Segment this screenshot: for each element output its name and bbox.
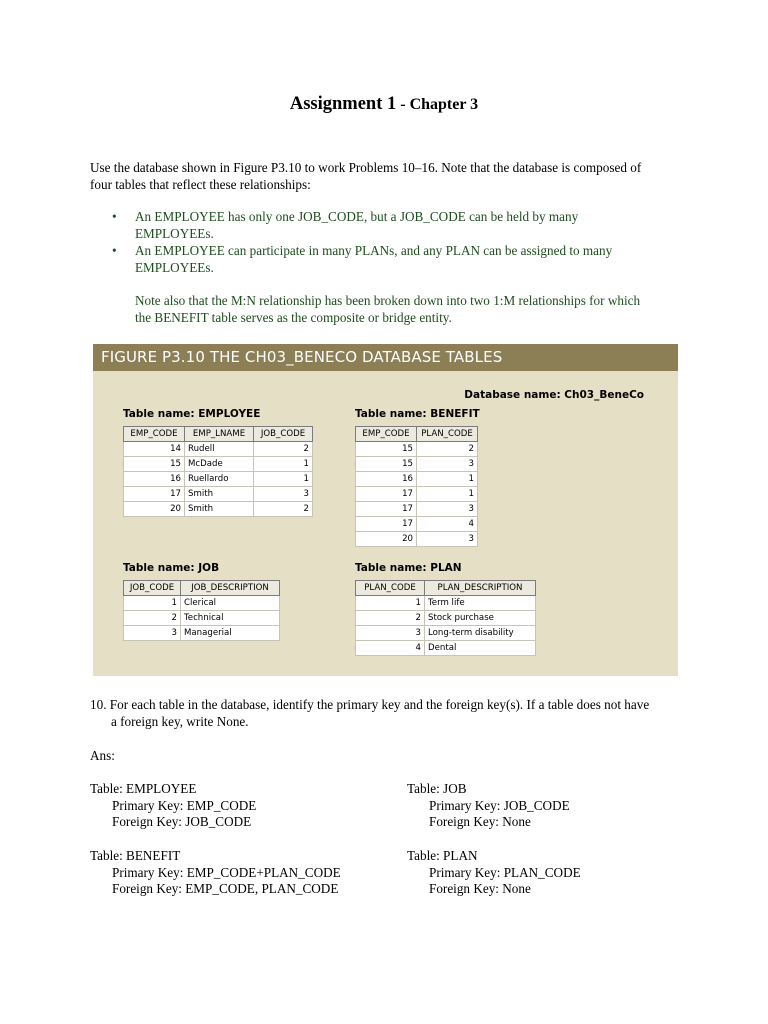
table-cell: 2 <box>124 611 181 626</box>
table-cell: 4 <box>356 641 425 656</box>
employee-table-label: Table name: EMPLOYEE <box>123 408 261 420</box>
table-row <box>356 472 478 487</box>
table-cell: 20 <box>356 532 417 547</box>
intro-line: Use the database shown in Figure P3.10 to work Problems 10–16. Note that the database is composed of <box>90 160 642 175</box>
question-line: 10. For each table in the database, identify the primary key and the foreign key(s). If a table does not have <box>90 697 650 712</box>
table-cell: Rudell <box>185 442 254 457</box>
table-cell: 1 <box>124 596 181 611</box>
question-line: a foreign key, write None. <box>111 713 249 729</box>
table-cell: 17 <box>124 487 185 502</box>
table-cell: 17 <box>356 502 417 517</box>
column-header: EMP_CODE <box>356 427 417 442</box>
table-cell: 1 <box>254 472 313 487</box>
key-block-benefit <box>90 848 341 898</box>
table-cell: Ruellardo <box>185 472 254 487</box>
foreign-key: Foreign Key: None <box>429 881 531 897</box>
table-cell: Clerical <box>181 596 280 611</box>
title-dash: - <box>396 96 410 113</box>
table-cell: 1 <box>254 457 313 472</box>
table-cell: 15 <box>124 457 185 472</box>
table-row <box>124 487 313 502</box>
column-header: PLAN_DESCRIPTION <box>425 581 536 596</box>
bullet-icon: • <box>112 209 117 224</box>
question-10 <box>90 697 690 730</box>
column-header: JOB_CODE <box>254 427 313 442</box>
table-cell: 15 <box>356 442 417 457</box>
key-table-name: Table: EMPLOYEE <box>90 781 197 796</box>
table-cell: 17 <box>356 487 417 502</box>
list-item-line: EMPLOYEEs. <box>135 225 214 241</box>
table-row <box>124 472 313 487</box>
table-row <box>356 487 478 502</box>
job-table <box>123 580 280 641</box>
table-cell: 2 <box>254 502 313 517</box>
table-row <box>124 457 313 472</box>
key-table-name: Table: JOB <box>407 781 467 796</box>
table-row <box>356 626 536 641</box>
note-line: the BENEFIT table serves as the composite or bridge entity. <box>135 309 452 325</box>
key-block-employee <box>90 781 256 831</box>
table-cell: McDade <box>185 457 254 472</box>
table-cell: 2 <box>356 611 425 626</box>
list-item <box>90 243 680 276</box>
plan-table <box>355 580 536 656</box>
table-cell: Dental <box>425 641 536 656</box>
job-table-label: Table name: JOB <box>123 562 220 574</box>
table-row <box>124 596 280 611</box>
table-cell: Technical <box>181 611 280 626</box>
table-cell: 15 <box>356 457 417 472</box>
title-chapter: Chapter 3 <box>409 96 479 113</box>
table-cell: Stock purchase <box>425 611 536 626</box>
table-row <box>356 611 536 626</box>
intro-paragraph <box>90 160 680 193</box>
column-header: JOB_CODE <box>124 581 181 596</box>
table-row <box>124 442 313 457</box>
relationship-list <box>90 209 680 277</box>
table-cell: 3 <box>124 626 181 641</box>
table-cell: 3 <box>417 502 478 517</box>
table-cell: 14 <box>124 442 185 457</box>
note-line: Note also that the M:N relationship has been broken down into two 1:M relationships for which <box>135 293 641 308</box>
table-cell: 16 <box>356 472 417 487</box>
benefit-table-label: Table name: BENEFIT <box>355 408 480 420</box>
primary-key: Primary Key: PLAN_CODE <box>429 864 581 880</box>
database-name: Database name: Ch03_BeneCo <box>464 389 644 401</box>
table-cell: 4 <box>417 517 478 532</box>
key-table-name: Table: BENEFIT <box>90 848 181 863</box>
primary-key: Primary Key: JOB_CODE <box>429 797 570 813</box>
table-row <box>124 611 280 626</box>
foreign-key: Foreign Key: None <box>429 814 531 830</box>
list-item-line: EMPLOYEEs. <box>135 259 214 275</box>
table-cell: Managerial <box>181 626 280 641</box>
table-cell: 16 <box>124 472 185 487</box>
plan-table-label: Table name: PLAN <box>355 562 462 574</box>
foreign-key: Foreign Key: EMP_CODE, PLAN_CODE <box>112 881 339 897</box>
table-cell: Smith <box>185 502 254 517</box>
page-title <box>0 94 768 115</box>
list-item-line: An EMPLOYEE can participate in many PLANs, and any PLAN can be assigned to many <box>135 243 613 259</box>
table-cell: 2 <box>254 442 313 457</box>
table-header-row <box>124 427 313 442</box>
table-cell: 2 <box>417 442 478 457</box>
table-cell: 17 <box>356 517 417 532</box>
table-header-row <box>356 581 536 596</box>
table-row <box>356 532 478 547</box>
key-block-plan <box>407 848 581 898</box>
primary-key: Primary Key: EMP_CODE+PLAN_CODE <box>112 864 341 880</box>
bullet-icon: • <box>112 243 117 259</box>
figure-header: FIGURE P3.10 THE CH03_BENECO DATABASE TABLES <box>93 344 678 371</box>
table-row <box>356 457 478 472</box>
foreign-key: Foreign Key: JOB_CODE <box>112 814 252 830</box>
figure-p3-10 <box>93 344 678 676</box>
table-cell: 3 <box>254 487 313 502</box>
table-row <box>124 502 313 517</box>
benefit-table <box>355 426 478 547</box>
list-item <box>90 209 680 242</box>
table-cell: 1 <box>356 596 425 611</box>
intro-line: four tables that reflect these relationships: <box>90 176 311 192</box>
table-row <box>356 517 478 532</box>
table-row <box>356 596 536 611</box>
key-block-job <box>407 781 570 831</box>
column-header: EMP_LNAME <box>185 427 254 442</box>
column-header: EMP_CODE <box>124 427 185 442</box>
primary-key: Primary Key: EMP_CODE <box>112 797 257 813</box>
note-paragraph <box>135 293 680 326</box>
column-header: PLAN_CODE <box>417 427 478 442</box>
table-header-row <box>356 427 478 442</box>
table-cell: Long-term disability <box>425 626 536 641</box>
answer-label: Ans: <box>90 748 115 763</box>
table-cell: 1 <box>417 472 478 487</box>
table-cell: 3 <box>356 626 425 641</box>
column-header: JOB_DESCRIPTION <box>181 581 280 596</box>
column-header: PLAN_CODE <box>356 581 425 596</box>
table-cell: 3 <box>417 457 478 472</box>
table-cell: Term life <box>425 596 536 611</box>
table-cell: Smith <box>185 487 254 502</box>
employee-table <box>123 426 313 517</box>
table-row <box>124 626 280 641</box>
table-row <box>356 641 536 656</box>
table-header-row <box>124 581 280 596</box>
list-item-line: An EMPLOYEE has only one JOB_CODE, but a JOB_CODE can be held by many <box>135 209 579 224</box>
key-table-name: Table: PLAN <box>407 848 478 863</box>
table-cell: 20 <box>124 502 185 517</box>
table-row <box>356 442 478 457</box>
table-row <box>356 502 478 517</box>
table-cell: 3 <box>417 532 478 547</box>
title-main: Assignment 1 <box>289 94 397 114</box>
table-cell: 1 <box>417 487 478 502</box>
